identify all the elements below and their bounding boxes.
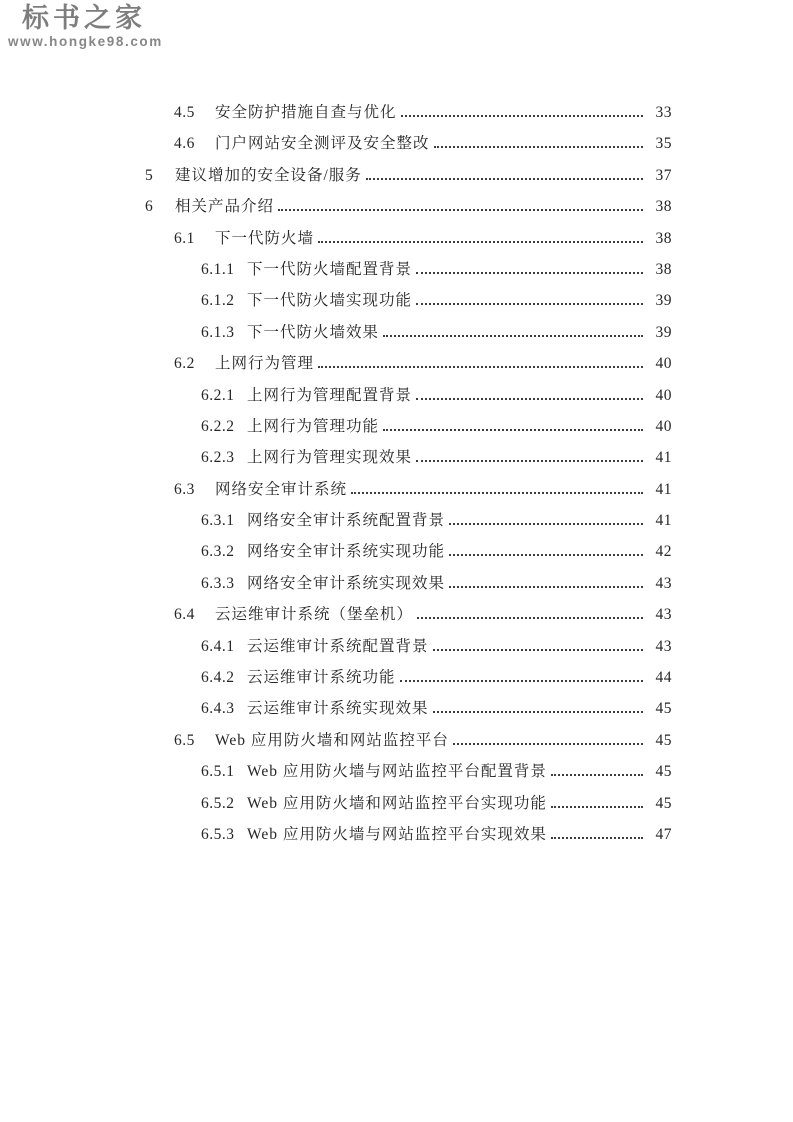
toc-entry-title: 云运维审计系统（堡垒机） <box>215 606 414 624</box>
logo-url: www.hongke98.com <box>8 34 163 49</box>
toc-entry-page: 45 <box>655 794 672 812</box>
toc-entry-page: 43 <box>655 606 672 624</box>
toc-entry-number: 6.1.2 <box>201 292 235 310</box>
leader-dots <box>449 551 643 556</box>
toc-entry-number: 6.5.1 <box>201 763 235 781</box>
toc-entry-title: Web 应用防火墙与网站监控平台实现效果 <box>247 825 547 843</box>
toc-entry-number: 6.5.3 <box>201 825 235 843</box>
leader-dots <box>433 646 643 651</box>
table-of-contents <box>0 97 672 850</box>
leader-dots <box>383 426 643 431</box>
toc-entry-page: 37 <box>655 166 672 184</box>
toc-entry-page: 35 <box>655 135 672 153</box>
toc-entry <box>0 160 672 191</box>
toc-entry-number: 6.2.1 <box>201 386 235 404</box>
leader-dots <box>449 520 643 525</box>
toc-entry-title: 相关产品介绍 <box>175 198 275 216</box>
toc-entry-page: 47 <box>655 825 672 843</box>
toc-entry-page: 41 <box>655 480 672 498</box>
toc-entry-page: 40 <box>655 417 672 435</box>
toc-entry-title: 上网行为管理功能 <box>247 417 380 435</box>
toc-entry-title: 上网行为管理配置背景 <box>247 386 413 404</box>
leader-dots <box>318 238 643 243</box>
toc-entry <box>0 97 672 128</box>
leader-dots <box>318 363 643 368</box>
toc-entry-number: 4.5 <box>174 104 195 121</box>
toc-entry-page: 45 <box>655 731 672 749</box>
toc-entry-page: 45 <box>655 700 672 718</box>
toc-entry-page: 40 <box>655 355 672 373</box>
toc-entry-page: 38 <box>655 229 672 247</box>
leader-dots <box>551 803 643 808</box>
toc-entry-number: 6.4.1 <box>201 637 235 655</box>
leader-dots <box>453 740 643 745</box>
toc-entry <box>0 756 672 787</box>
leader-dots <box>400 677 643 682</box>
toc-entry-title: 建议增加的安全设备/服务 <box>175 166 362 184</box>
toc-entry-title: 门户网站安全测评及安全整改 <box>215 135 430 153</box>
toc-entry-page: 38 <box>655 260 672 278</box>
toc-entry <box>0 631 672 662</box>
toc-entry <box>0 442 672 473</box>
toc-entry-page: 45 <box>655 763 672 781</box>
toc-entry <box>0 317 672 348</box>
toc-entry-number: 6.3.3 <box>201 574 235 592</box>
toc-entry-number: 6.1 <box>174 229 195 247</box>
toc-entry-title: Web 应用防火墙与网站监控平台配置背景 <box>247 763 547 781</box>
toc-entry-title: 网络安全审计系统 <box>215 480 348 498</box>
toc-entry-title: 上网行为管理实现效果 <box>247 449 413 467</box>
toc-entry-page: 39 <box>655 323 672 341</box>
toc-entry-page: 39 <box>655 292 672 310</box>
leader-dots <box>416 300 643 305</box>
leader-dots <box>278 206 643 211</box>
toc-entry-page: 38 <box>655 198 672 216</box>
toc-entry-title: 网络安全审计系统配置背景 <box>247 512 446 530</box>
toc-entry-title: 上网行为管理 <box>215 355 315 373</box>
toc-entry <box>0 411 672 442</box>
leader-dots <box>434 143 643 148</box>
leader-dots <box>551 771 643 776</box>
leader-dots <box>449 583 643 588</box>
toc-entry-number: 6.1.3 <box>201 323 235 341</box>
leader-dots <box>433 708 643 713</box>
toc-entry <box>0 662 672 693</box>
toc-entry-title: 下一代防火墙效果 <box>247 323 380 341</box>
toc-entry-number: 6.2.2 <box>201 417 235 435</box>
toc-entry-title: 下一代防火墙配置背景 <box>247 260 413 278</box>
toc-entry-title: 安全防护措施自查与优化 <box>215 104 397 121</box>
toc-entry-page: 41 <box>655 449 672 467</box>
toc-entry-number: 5 <box>145 166 154 184</box>
toc-entry-number: 6.2 <box>174 355 195 373</box>
toc-entry-title: 下一代防火墙 <box>215 229 315 247</box>
leader-dots <box>551 834 643 839</box>
toc-entry <box>0 819 672 850</box>
toc-entry <box>0 254 672 285</box>
leader-dots <box>351 489 643 494</box>
site-logo <box>8 2 163 50</box>
toc-entry-title: 下一代防火墙实现功能 <box>247 292 413 310</box>
toc-entry <box>0 223 672 254</box>
toc-entry <box>0 693 672 724</box>
toc-entry <box>0 474 672 505</box>
toc-entry-number: 6.3.2 <box>201 543 235 561</box>
toc-entry <box>0 725 672 756</box>
toc-entry-title: 网络安全审计系统实现功能 <box>247 543 446 561</box>
leader-dots <box>416 269 643 274</box>
toc-entry-title: Web 应用防火墙和网站监控平台 <box>215 731 449 749</box>
toc-entry-number: 6.4 <box>174 606 195 624</box>
toc-entry-title: 云运维审计系统实现效果 <box>247 700 429 718</box>
toc-entry-number: 6.1.1 <box>201 260 235 278</box>
leader-dots <box>401 112 643 117</box>
leader-dots <box>416 395 643 400</box>
leader-dots <box>416 457 643 462</box>
toc-entry <box>0 128 672 159</box>
toc-entry <box>0 191 672 222</box>
toc-entry <box>0 285 672 316</box>
toc-entry-number: 6.5.2 <box>201 794 235 812</box>
toc-entry-title: 云运维审计系统功能 <box>247 669 396 687</box>
toc-entry <box>0 599 672 630</box>
toc-entry-title: 网络安全审计系统实现效果 <box>247 574 446 592</box>
toc-entry-number: 6.3.1 <box>201 512 235 530</box>
toc-entry <box>0 536 672 567</box>
toc-entry-page: 40 <box>655 386 672 404</box>
toc-entry-page: 42 <box>655 543 672 561</box>
toc-entry-number: 6.4.3 <box>201 700 235 718</box>
logo-text: 标书之家 <box>22 3 146 33</box>
toc-entry <box>0 348 672 379</box>
toc-entry-number: 6.3 <box>174 480 195 498</box>
toc-entry-number: 6.2.3 <box>201 449 235 467</box>
toc-entry <box>0 380 672 411</box>
toc-entry-page: 44 <box>655 669 672 687</box>
toc-entry-page: 43 <box>655 574 672 592</box>
toc-entry-number: 6.4.2 <box>201 669 235 687</box>
toc-entry <box>0 788 672 819</box>
toc-entry-page: 43 <box>655 637 672 655</box>
leader-dots <box>383 332 643 337</box>
leader-dots <box>417 614 643 619</box>
toc-entry-page: 41 <box>655 512 672 530</box>
toc-entry-page: 33 <box>655 104 672 121</box>
leader-dots <box>366 175 643 180</box>
toc-entry-title: 云运维审计系统配置背景 <box>247 637 429 655</box>
toc-entry-number: 6 <box>145 198 154 216</box>
toc-entry-title: Web 应用防火墙和网站监控平台实现功能 <box>247 794 547 812</box>
toc-entry <box>0 568 672 599</box>
toc-entry-number: 4.6 <box>174 135 195 153</box>
toc-entry <box>0 505 672 536</box>
toc-entry-number: 6.5 <box>174 731 195 749</box>
